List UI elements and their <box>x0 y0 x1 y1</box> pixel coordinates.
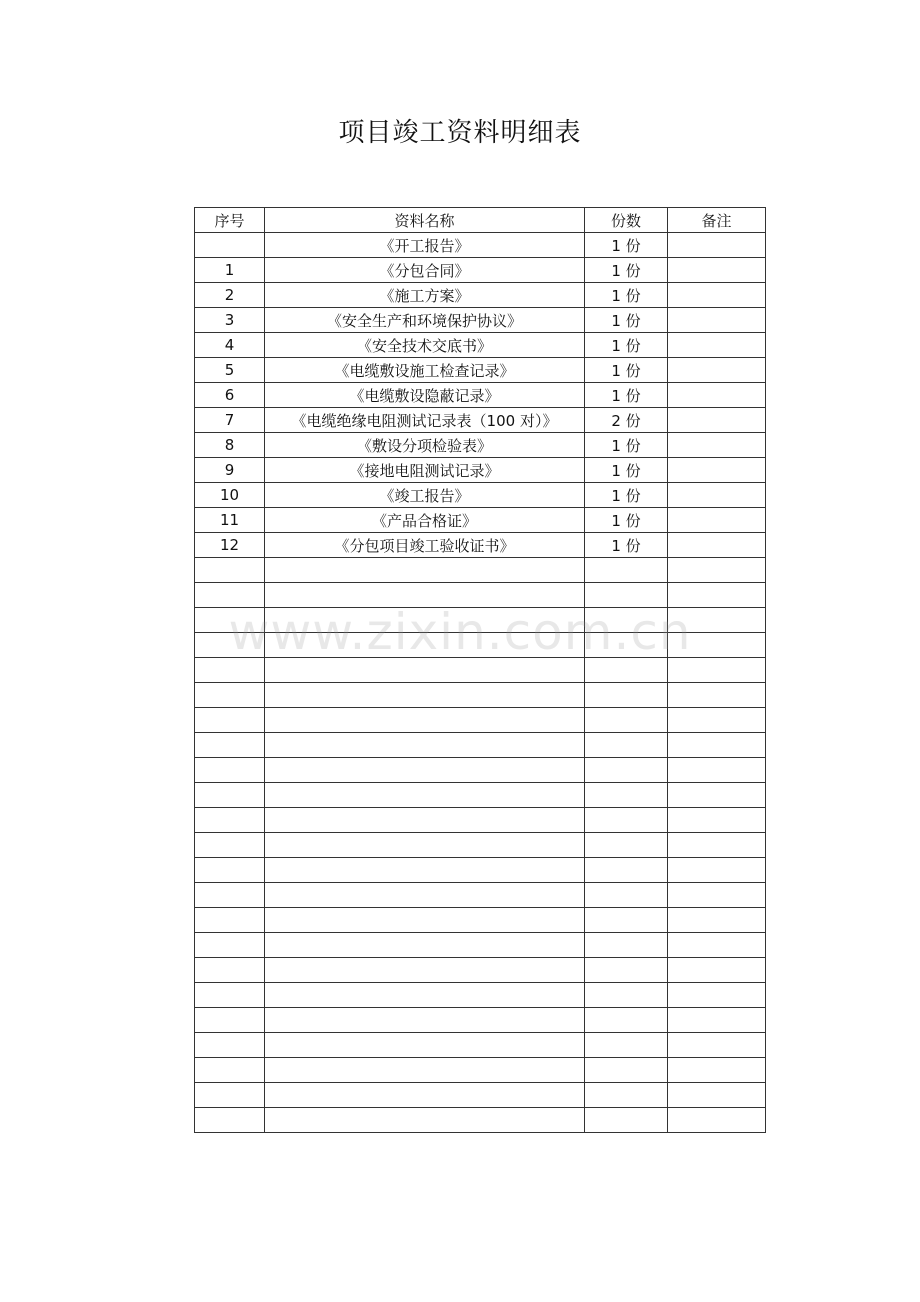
cell-name <box>265 983 585 1008</box>
cell-note <box>668 383 766 408</box>
table-row <box>195 408 766 433</box>
cell-name <box>265 908 585 933</box>
cell-name <box>265 833 585 858</box>
materials-table <box>194 207 766 1133</box>
table-row <box>195 558 766 583</box>
cell-no <box>195 908 265 933</box>
cell-no <box>195 658 265 683</box>
cell-no: 8 <box>195 433 265 458</box>
cell-note <box>668 508 766 533</box>
cell-copies <box>585 583 668 608</box>
cell-note <box>668 983 766 1008</box>
cell-name: 《开工报告》 <box>265 233 585 258</box>
table-row <box>195 1108 766 1133</box>
cell-no <box>195 733 265 758</box>
cell-copies: 1 份 <box>585 358 668 383</box>
cell-name <box>265 658 585 683</box>
cell-note <box>668 633 766 658</box>
table-row <box>195 283 766 308</box>
cell-copies <box>585 733 668 758</box>
table-row <box>195 433 766 458</box>
cell-note <box>668 283 766 308</box>
cell-name <box>265 858 585 883</box>
table-row <box>195 583 766 608</box>
cell-note <box>668 758 766 783</box>
cell-note <box>668 883 766 908</box>
cell-note <box>668 333 766 358</box>
cell-copies <box>585 758 668 783</box>
header-note: 备注 <box>668 208 766 233</box>
cell-note <box>668 458 766 483</box>
table-body <box>195 233 766 1133</box>
cell-copies <box>585 1058 668 1083</box>
cell-no <box>195 683 265 708</box>
table-row <box>195 258 766 283</box>
cell-name <box>265 633 585 658</box>
cell-name <box>265 708 585 733</box>
cell-name <box>265 608 585 633</box>
cell-copies <box>585 708 668 733</box>
cell-copies: 1 份 <box>585 508 668 533</box>
cell-note <box>668 408 766 433</box>
cell-copies: 1 份 <box>585 383 668 408</box>
cell-no: 10 <box>195 483 265 508</box>
table-row <box>195 608 766 633</box>
cell-no: 5 <box>195 358 265 383</box>
cell-name <box>265 758 585 783</box>
cell-note <box>668 483 766 508</box>
cell-note <box>668 558 766 583</box>
cell-name <box>265 808 585 833</box>
cell-note <box>668 1033 766 1058</box>
cell-no: 12 <box>195 533 265 558</box>
cell-no <box>195 708 265 733</box>
table-row <box>195 1058 766 1083</box>
cell-name <box>265 583 585 608</box>
cell-copies <box>585 658 668 683</box>
table-row <box>195 833 766 858</box>
cell-note <box>668 783 766 808</box>
cell-no: 6 <box>195 383 265 408</box>
header-no: 序号 <box>195 208 265 233</box>
cell-no: 2 <box>195 283 265 308</box>
document-title: 项目竣工资料明细表 <box>338 118 582 148</box>
table-row <box>195 1033 766 1058</box>
cell-note <box>668 858 766 883</box>
table-row <box>195 783 766 808</box>
table-row <box>195 533 766 558</box>
cell-no: 11 <box>195 508 265 533</box>
header-copies: 份数 <box>585 208 668 233</box>
table-row <box>195 958 766 983</box>
cell-copies: 1 份 <box>585 308 668 333</box>
cell-name <box>265 1058 585 1083</box>
table-row <box>195 708 766 733</box>
cell-copies: 1 份 <box>585 283 668 308</box>
cell-no <box>195 983 265 1008</box>
cell-no <box>195 858 265 883</box>
cell-copies <box>585 633 668 658</box>
table-header-row <box>195 208 766 233</box>
cell-name <box>265 883 585 908</box>
cell-note <box>668 258 766 283</box>
table-row <box>195 483 766 508</box>
cell-name: 《施工方案》 <box>265 283 585 308</box>
cell-copies: 1 份 <box>585 533 668 558</box>
cell-no <box>195 1108 265 1133</box>
cell-note <box>668 1108 766 1133</box>
cell-name: 《接地电阻测试记录》 <box>265 458 585 483</box>
cell-name <box>265 733 585 758</box>
cell-no <box>195 758 265 783</box>
cell-note <box>668 833 766 858</box>
cell-name: 《电缆敷设施工检查记录》 <box>265 358 585 383</box>
table-row <box>195 233 766 258</box>
cell-name: 《分包合同》 <box>265 258 585 283</box>
cell-no <box>195 833 265 858</box>
table-row <box>195 508 766 533</box>
cell-no <box>195 1058 265 1083</box>
table-row <box>195 683 766 708</box>
table-row <box>195 658 766 683</box>
cell-no: 1 <box>195 258 265 283</box>
table-row <box>195 333 766 358</box>
cell-copies <box>585 958 668 983</box>
cell-copies: 2 份 <box>585 408 668 433</box>
table-row <box>195 758 766 783</box>
cell-copies <box>585 908 668 933</box>
cell-copies <box>585 808 668 833</box>
cell-name: 《竣工报告》 <box>265 483 585 508</box>
cell-note <box>668 308 766 333</box>
cell-copies <box>585 558 668 583</box>
cell-note <box>668 358 766 383</box>
header-name: 资料名称 <box>265 208 585 233</box>
cell-no: 4 <box>195 333 265 358</box>
cell-copies <box>585 858 668 883</box>
cell-copies: 1 份 <box>585 458 668 483</box>
watermark: www.zixin.com.cn <box>228 603 692 661</box>
cell-no: 7 <box>195 408 265 433</box>
cell-copies: 1 份 <box>585 483 668 508</box>
cell-copies: 1 份 <box>585 333 668 358</box>
cell-name: 《分包项目竣工验收证书》 <box>265 533 585 558</box>
cell-name: 《敷设分项检验表》 <box>265 433 585 458</box>
cell-note <box>668 708 766 733</box>
cell-note <box>668 933 766 958</box>
cell-note <box>668 533 766 558</box>
cell-copies <box>585 1083 668 1108</box>
cell-copies <box>585 983 668 1008</box>
cell-note <box>668 808 766 833</box>
cell-copies: 1 份 <box>585 258 668 283</box>
cell-copies <box>585 833 668 858</box>
table-row <box>195 458 766 483</box>
cell-name: 《电缆绝缘电阻测试记录表（100 对）》 <box>265 408 585 433</box>
cell-name: 《安全生产和环境保护协议》 <box>265 308 585 333</box>
cell-note <box>668 908 766 933</box>
cell-copies <box>585 1033 668 1058</box>
cell-note <box>668 958 766 983</box>
cell-copies <box>585 683 668 708</box>
cell-no <box>195 958 265 983</box>
cell-note <box>668 683 766 708</box>
cell-copies <box>585 1108 668 1133</box>
cell-no <box>195 633 265 658</box>
cell-note <box>668 583 766 608</box>
table-row <box>195 308 766 333</box>
cell-copies <box>585 933 668 958</box>
table-row <box>195 1083 766 1108</box>
table-row <box>195 933 766 958</box>
cell-note <box>668 1058 766 1083</box>
table-row <box>195 908 766 933</box>
cell-name <box>265 683 585 708</box>
cell-name <box>265 1083 585 1108</box>
table-row <box>195 383 766 408</box>
table-row <box>195 858 766 883</box>
cell-no: 3 <box>195 308 265 333</box>
cell-note <box>668 658 766 683</box>
cell-copies: 1 份 <box>585 433 668 458</box>
cell-note <box>668 608 766 633</box>
cell-name <box>265 783 585 808</box>
cell-no <box>195 783 265 808</box>
cell-note <box>668 1008 766 1033</box>
cell-note <box>668 1083 766 1108</box>
cell-no <box>195 558 265 583</box>
cell-copies <box>585 883 668 908</box>
cell-note <box>668 433 766 458</box>
table-row <box>195 808 766 833</box>
cell-no <box>195 233 265 258</box>
cell-no <box>195 583 265 608</box>
cell-copies: 1 份 <box>585 233 668 258</box>
cell-no <box>195 1033 265 1058</box>
cell-name <box>265 958 585 983</box>
cell-no <box>195 1008 265 1033</box>
cell-note <box>668 733 766 758</box>
cell-no <box>195 883 265 908</box>
cell-name <box>265 558 585 583</box>
cell-no <box>195 1083 265 1108</box>
cell-name <box>265 1033 585 1058</box>
cell-copies <box>585 608 668 633</box>
table-row <box>195 983 766 1008</box>
table-row <box>195 1008 766 1033</box>
cell-copies <box>585 783 668 808</box>
cell-no <box>195 608 265 633</box>
table-row <box>195 633 766 658</box>
cell-name: 《电缆敷设隐蔽记录》 <box>265 383 585 408</box>
cell-name: 《安全技术交底书》 <box>265 333 585 358</box>
cell-no: 9 <box>195 458 265 483</box>
cell-name <box>265 1008 585 1033</box>
cell-name <box>265 1108 585 1133</box>
cell-name: 《产品合格证》 <box>265 508 585 533</box>
table-row <box>195 883 766 908</box>
cell-copies <box>585 1008 668 1033</box>
cell-note <box>668 233 766 258</box>
cell-no <box>195 933 265 958</box>
cell-no <box>195 808 265 833</box>
cell-name <box>265 933 585 958</box>
table-row <box>195 358 766 383</box>
table-row <box>195 733 766 758</box>
